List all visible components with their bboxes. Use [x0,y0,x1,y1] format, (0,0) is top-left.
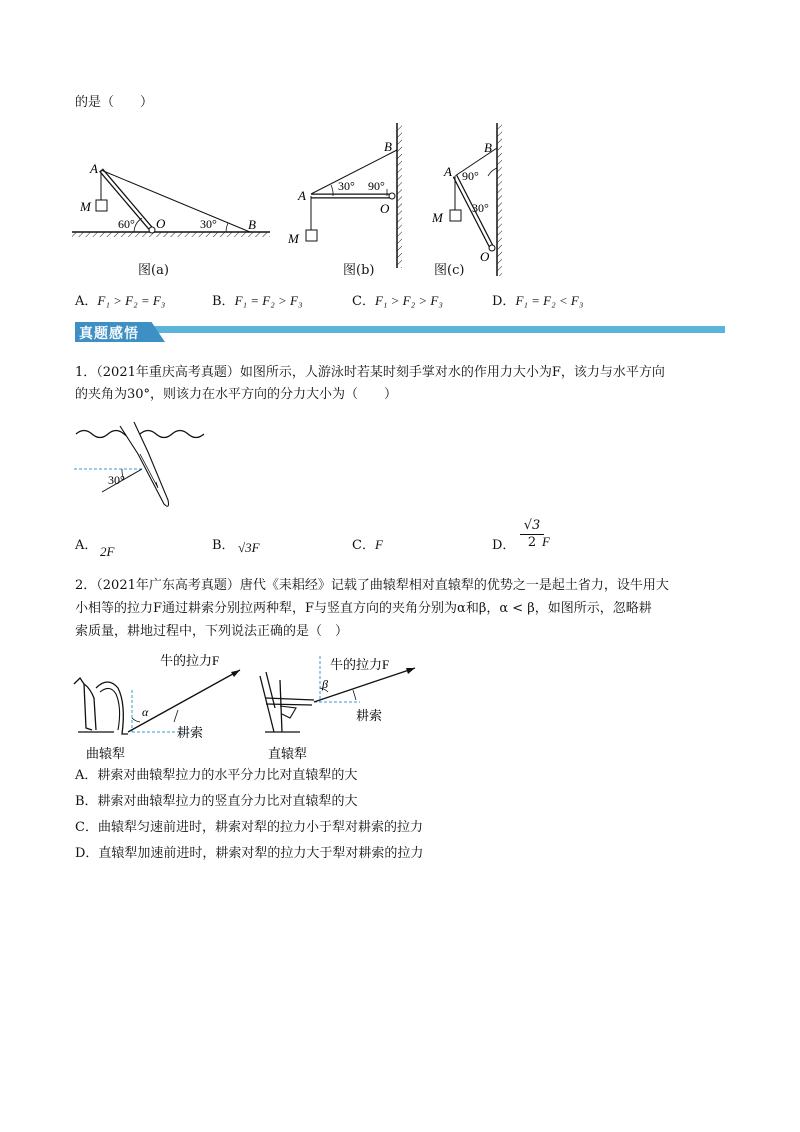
caption-b: 图(b) [343,263,375,278]
angle-alpha-label: α [142,705,149,719]
option-text: F [374,537,383,552]
caption-c: 图(c) [434,263,465,278]
q2-line2: 小相等的拉力F通过耕索分别拉两种犁，F与竖直方向的夹角分别为α和β，α < β，如图所示，忽略耕 [75,601,652,616]
label-a-A: A [90,161,98,176]
option-key: A． [75,538,98,553]
label-b-A: A [298,188,306,203]
q2-line1: 2．（2021年广东高考真题）唐代《耒耜经》记载了曲辕犁相对直辕犁的优势之一是起土省力，设牛用大 [75,578,669,593]
label-a-M: M [80,199,91,214]
right-force-label: 牛的拉力F [330,657,390,672]
label-c-90: 90° [462,169,479,183]
option-key: B． [212,538,235,553]
option-key: C． [352,538,375,553]
diagram-b [287,123,402,268]
option-text: F₁ = F₂ < F₃ [515,293,584,308]
caption-a: 图(a) [138,263,169,278]
label-c-B: B [484,140,492,155]
q1-option-c[interactable] [352,534,383,553]
option-c[interactable] [352,290,443,309]
q1-line1: 1．（2021年重庆高考真题）如图所示，人游泳时若某时刻手掌对水的作用力大小为F，该力与水平方向 [75,365,665,380]
q1-option-b-value [238,540,260,556]
option-text: F₁ > F₂ = F₃ [97,293,166,308]
label-a-B: B [248,217,256,232]
swimmer-hand-figure [72,414,212,514]
option-b[interactable] [212,290,303,309]
option-key: C． [352,294,375,309]
right-plough-caption: 直辕犁 [268,746,308,761]
option-text: F₁ > F₂ > F₃ [374,293,443,308]
section-banner [75,322,725,342]
q1-option-a[interactable] [75,534,97,553]
label-a-30: 30° [200,217,217,231]
q2-option-b[interactable]: B．耕索对曲辕犁拉力的竖直分力比对直辕犁的大 [75,794,358,809]
q2-option-d[interactable]: D．直辕犁加速前进时，耕索对犁的拉力大于犁对耕索的拉力 [75,846,424,861]
left-rope-label: 耕索 [177,725,204,740]
label-c-O: O [480,249,490,264]
label-b-B: B [384,139,392,154]
section-title: 真题感悟 [79,326,139,342]
label-b-O: O [380,201,390,216]
option-key: D． [492,294,516,309]
q1-option-d[interactable] [492,534,515,553]
angle-30-label: 30° [108,473,125,487]
diagram-a [72,161,270,237]
q1-option-d-var [542,534,550,550]
label-b-M: M [288,231,299,246]
option-key: B． [212,294,235,309]
q2-option-a[interactable]: A．耕索对曲辕犁拉力的水平分力比对直辕犁的大 [75,768,358,783]
angle-beta-label: β [322,677,328,691]
q1-option-a-value [100,544,114,560]
plough-figure [70,648,430,763]
curved-plough [74,670,240,734]
option-a[interactable] [75,290,165,309]
option-var: F [542,534,550,549]
left-plough-caption: 曲辕犁 [86,746,126,761]
q2-option-c[interactable]: C．曲辕犁匀速前进时，耕索对犁的拉力小于犁对耕索的拉力 [75,820,423,835]
label-a-60: 60° [118,217,135,231]
fraction-denominator: 2 [527,535,537,550]
left-force-label: 牛的拉力F [160,653,220,668]
diagram-c [431,123,502,276]
q2-line3: 索质量，耕地过程中，下列说法正确的是（ ） [75,624,349,639]
fraction-numerator: √3 [520,518,544,535]
q1-line2: 的夹角为30°，则该力在水平方向的分力大小为（ ） [75,387,398,402]
label-c-A: A [444,164,452,179]
banner-bar [135,326,725,333]
label-b-90: 90° [368,179,385,193]
label-c-30: 30° [472,201,489,215]
label-c-M: M [432,210,443,225]
label-b-30: 30° [338,179,355,193]
option-key: A． [75,294,98,309]
option-text: √3F [238,540,260,555]
right-rope-label: 耕索 [356,708,383,723]
option-text: F₁ = F₂ > F₃ [234,293,303,308]
q1-option-d-fraction [520,518,544,551]
question-fragment: 的是（ ） [75,95,154,110]
option-d[interactable] [492,290,583,309]
q1-option-b[interactable] [212,534,235,553]
label-a-O: O [156,216,166,231]
option-text: 2F [100,544,115,559]
option-key: D． [492,538,516,553]
